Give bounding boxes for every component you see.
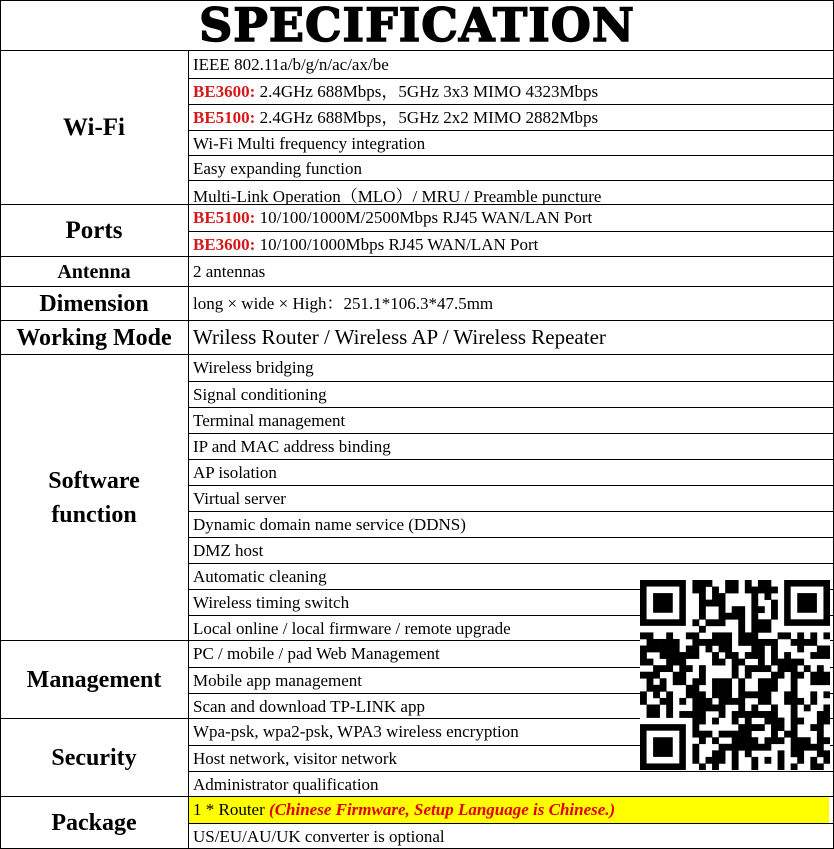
spec-row: US/EU/AU/UK converter is optional xyxy=(189,823,834,848)
highlighted-package-row: 1 * Router (Chinese Firmware, Setup Language is Chinese.) xyxy=(189,797,829,823)
section-label-working-mode: Working Mode xyxy=(0,321,189,354)
spec-row: Mobile app management xyxy=(189,667,834,693)
spec-row: IP and MAC address binding xyxy=(189,433,834,459)
spec-row: DMZ host xyxy=(189,537,834,563)
spec-row: BE5100: 2.4GHz 688Mbps，5GHz 2x2 MIMO 2882Mbps xyxy=(189,104,834,130)
model-tag: BE3600: xyxy=(193,235,256,254)
model-tag: BE5100: xyxy=(193,108,256,127)
spec-row: Easy expanding function xyxy=(189,155,834,180)
ports-rows xyxy=(189,205,834,257)
section-label-ports: Ports xyxy=(0,205,189,256)
firmware-note: (Chinese Firmware, Setup Language is Chinese.) xyxy=(269,800,616,819)
spec-row: BE3600: 2.4GHz 688Mbps，5GHz 3x3 MIMO 4323Mbps xyxy=(189,78,834,104)
section-label-package: Package xyxy=(0,797,189,848)
spec-row: Wpa-psk, wpa2-psk, WPA3 wireless encryption xyxy=(193,722,519,741)
section-ports xyxy=(0,204,834,256)
section-antenna xyxy=(0,256,834,286)
dimension-rows xyxy=(189,287,834,320)
spec-row: long × wide × High：251.1*106.3*47.5mm xyxy=(193,294,494,313)
model-tag: BE3600: xyxy=(193,82,256,101)
spec-row: Administrator qualification xyxy=(189,771,834,796)
spec-row: Signal conditioning xyxy=(189,381,834,407)
spec-row: Wireless timing switch xyxy=(189,589,834,615)
section-label-management: Management xyxy=(0,641,189,718)
section-label-security: Security xyxy=(0,719,189,796)
spec-row: Virtual server xyxy=(189,485,834,511)
section-label-dimension: Dimension xyxy=(0,287,189,320)
spec-row: Dynamic domain name service (DDNS) xyxy=(189,511,834,537)
spec-row: Host network, visitor network xyxy=(189,745,834,771)
section-label-software: Software function xyxy=(0,355,189,640)
spec-row: Terminal management xyxy=(189,407,834,433)
section-package xyxy=(0,796,834,849)
antenna-rows xyxy=(189,257,834,286)
spec-row xyxy=(189,797,834,823)
spec-row: Scan and download TP-LINK app xyxy=(189,693,834,718)
spec-row: AP isolation xyxy=(189,459,834,485)
spec-row: 2 antennas xyxy=(193,262,266,281)
section-label-wifi: Wi-Fi xyxy=(0,51,189,204)
spec-row: Wireless bridging xyxy=(193,358,314,377)
qr-code-icon xyxy=(640,580,830,770)
model-tag: BE5100: xyxy=(193,208,256,227)
spec-row: Wi-Fi Multi frequency integration xyxy=(189,130,834,155)
spec-row: BE5100: 10/100/1000M/2500Mbps RJ45 WAN/LAN Port xyxy=(193,208,593,227)
section-working-mode xyxy=(0,320,834,354)
section-dimension xyxy=(0,286,834,320)
section-wifi xyxy=(0,50,834,204)
wifi-rows xyxy=(189,51,834,205)
spec-row: Local online / local firmware / remote upgrade xyxy=(189,615,834,640)
page-title: SPECIFICATION xyxy=(199,0,635,52)
spec-row: BE3600: 10/100/1000Mbps RJ45 WAN/LAN Port xyxy=(189,231,834,257)
spec-row: Automatic cleaning xyxy=(189,563,834,589)
spec-row: Multi-Link Operation（MLO）/ MRU / Preamble puncture xyxy=(189,180,834,205)
package-rows xyxy=(189,797,834,848)
section-label-antenna: Antenna xyxy=(0,257,189,286)
spec-row: IEEE 802.11a/b/g/n/ac/ax/be xyxy=(193,55,389,74)
spec-row: Wriless Router / Wireless AP / Wireless Repeater xyxy=(193,325,606,349)
working-mode-rows xyxy=(189,321,834,354)
spec-row: PC / mobile / pad Web Management xyxy=(193,644,440,663)
